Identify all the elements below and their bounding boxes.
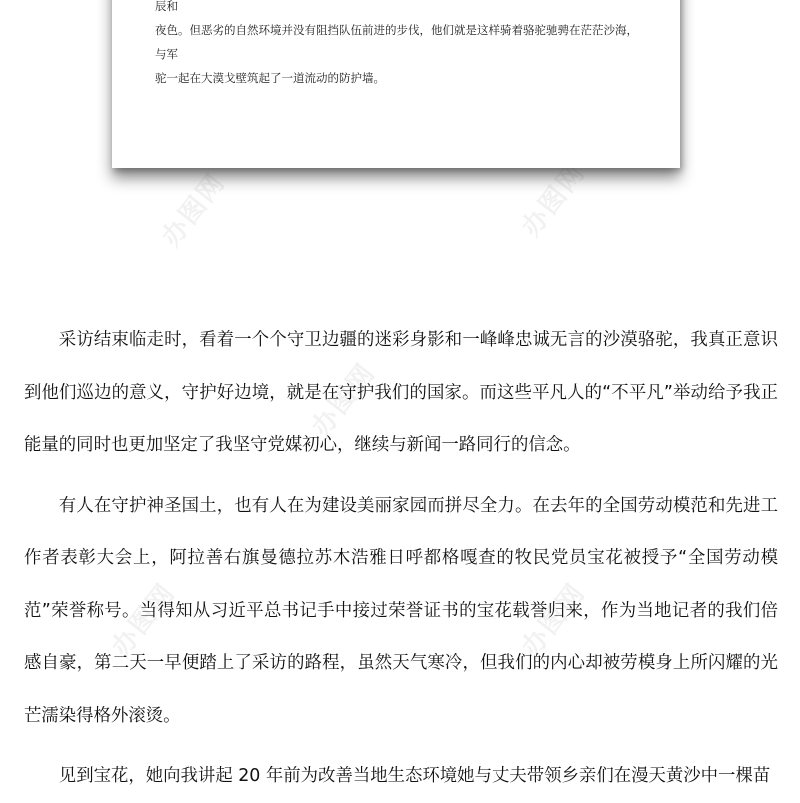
excerpt-line: 驼一起在大漠戈壁筑起了一道流动的防护墙。 <box>155 71 385 85</box>
paragraph: 有人在守护神圣国土，也有人在为建设美丽家园而拼尽全力。在去年的全国劳动模范和先进工作者表彰大会上，阿拉善右旗曼德拉苏木浩雅日呼都格嘎查的牧民党员宝花被授予“全国劳动模范”荣誉称号。当得知从习近平总书记手中接过荣誉证书的宝花载誉归来，作为当地记者的我们倍感自豪，第二天一早便踏上了采访的路程，虽然天气寒冷，但我们的内心却被劳模身上所闪耀的光芒濡染得格外滚烫。 <box>24 495 778 726</box>
excerpt-text <box>155 0 645 90</box>
paragraph: 见到宝花，她向我讲起 20 年前为改善当地生态环境她与丈夫带领乡亲们在漫天黄沙中一棵苗 <box>58 766 771 786</box>
watermark: 办图网 <box>106 577 182 663</box>
watermark: 办图网 <box>306 357 382 443</box>
excerpt-line: 夜色。但恶劣的自然环境并没有阻挡队伍前进的步伐，他们就是这样骑着骆驼驰骋在茫茫沙海，与军 <box>155 23 638 61</box>
watermark: 办图网 <box>516 577 592 663</box>
watermark: 办图网 <box>156 167 232 253</box>
article-body <box>24 314 778 803</box>
excerpt-card <box>112 0 680 168</box>
excerpt-line: 辰和 <box>155 0 178 13</box>
paragraph: 采访结束临走时，看着一个个守卫边疆的迷彩身影和一峰峰忠诚无言的沙漠骆驼，我真正意识到他们巡边的意义，守护好边境，就是在守护我们的国家。而这些平凡人的“不平凡”举动给予我正能量的同时也更加坚定了我坚守党媒初心，继续与新闻一路同行的信念。 <box>24 330 778 455</box>
watermark: 办图网 <box>516 157 592 243</box>
